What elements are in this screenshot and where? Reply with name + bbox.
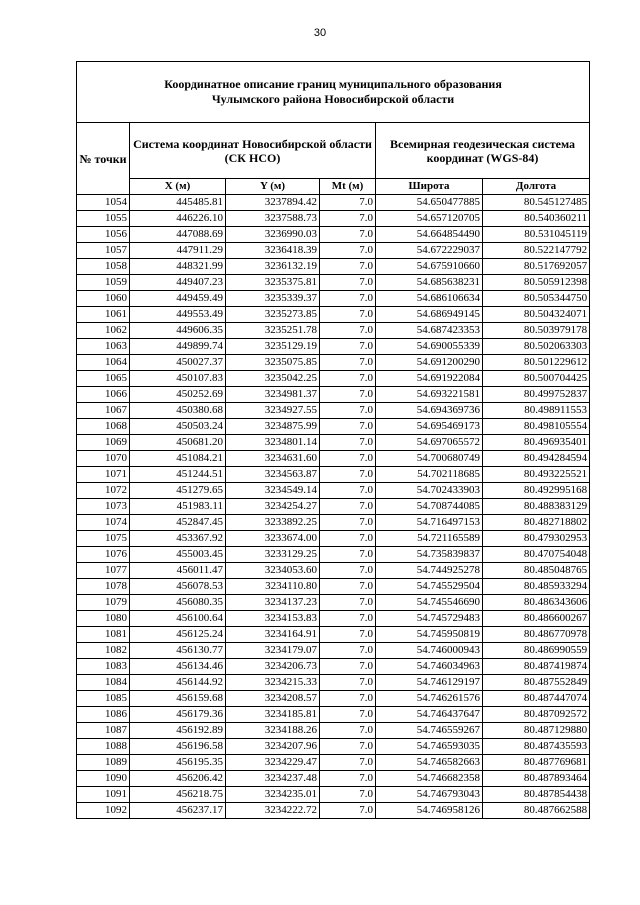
table-row xyxy=(77,691,590,707)
x-cell: 453367.92 xyxy=(130,531,226,547)
mt-cell: 7.0 xyxy=(320,707,376,723)
point-number-cell: 1091 xyxy=(77,787,130,803)
y-cell: 3234179.07 xyxy=(226,643,320,659)
mt-cell: 7.0 xyxy=(320,227,376,243)
longitude-cell: 80.540360211 xyxy=(483,211,590,227)
x-cell: 456237.17 xyxy=(130,803,226,819)
table-row xyxy=(77,435,590,451)
point-number-cell: 1061 xyxy=(77,307,130,323)
x-cell: 450107.83 xyxy=(130,371,226,387)
mt-cell: 7.0 xyxy=(320,243,376,259)
latitude-cell: 54.695469173 xyxy=(376,419,483,435)
point-number-cell: 1085 xyxy=(77,691,130,707)
latitude-cell: 54.745729483 xyxy=(376,611,483,627)
mt-cell: 7.0 xyxy=(320,627,376,643)
header-latitude: Широта xyxy=(376,179,483,195)
mt-cell: 7.0 xyxy=(320,419,376,435)
table-row xyxy=(77,403,590,419)
latitude-cell: 54.746958126 xyxy=(376,803,483,819)
mt-cell: 7.0 xyxy=(320,675,376,691)
latitude-cell: 54.657120705 xyxy=(376,211,483,227)
longitude-cell: 80.482718802 xyxy=(483,515,590,531)
x-cell: 456192.89 xyxy=(130,723,226,739)
mt-cell: 7.0 xyxy=(320,691,376,707)
latitude-cell: 54.746261576 xyxy=(376,691,483,707)
table-row xyxy=(77,195,590,211)
mt-cell: 7.0 xyxy=(320,483,376,499)
x-cell: 446226.10 xyxy=(130,211,226,227)
header-wgs-system: Всемирная геодезическая система координат (WGS-84) xyxy=(376,123,590,179)
x-cell: 455003.45 xyxy=(130,547,226,563)
latitude-cell: 54.700680749 xyxy=(376,451,483,467)
longitude-cell: 80.522147792 xyxy=(483,243,590,259)
latitude-cell: 54.691200290 xyxy=(376,355,483,371)
y-cell: 3234208.57 xyxy=(226,691,320,707)
y-cell: 3237588.73 xyxy=(226,211,320,227)
longitude-cell: 80.487552849 xyxy=(483,675,590,691)
longitude-cell: 80.517692057 xyxy=(483,259,590,275)
longitude-cell: 80.496935401 xyxy=(483,435,590,451)
x-cell: 456134.46 xyxy=(130,659,226,675)
table-row xyxy=(77,675,590,691)
x-cell: 451244.51 xyxy=(130,467,226,483)
longitude-cell: 80.486770978 xyxy=(483,627,590,643)
header-x: X (м) xyxy=(130,179,226,195)
latitude-cell: 54.746682358 xyxy=(376,771,483,787)
header-longitude: Долгота xyxy=(483,179,590,195)
table-row xyxy=(77,611,590,627)
mt-cell: 7.0 xyxy=(320,435,376,451)
y-cell: 3235075.85 xyxy=(226,355,320,371)
longitude-cell: 80.479302953 xyxy=(483,531,590,547)
y-cell: 3236990.03 xyxy=(226,227,320,243)
longitude-cell: 80.501229612 xyxy=(483,355,590,371)
y-cell: 3234549.14 xyxy=(226,483,320,499)
point-number-cell: 1076 xyxy=(77,547,130,563)
table-row xyxy=(77,339,590,355)
table-row xyxy=(77,227,590,243)
latitude-cell: 54.664854490 xyxy=(376,227,483,243)
longitude-cell: 80.487854438 xyxy=(483,787,590,803)
y-cell: 3234254.27 xyxy=(226,499,320,515)
longitude-cell: 80.505912398 xyxy=(483,275,590,291)
y-cell: 3234631.60 xyxy=(226,451,320,467)
longitude-cell: 80.502063303 xyxy=(483,339,590,355)
y-cell: 3234215.33 xyxy=(226,675,320,691)
y-cell: 3234207.96 xyxy=(226,739,320,755)
y-cell: 3234875.99 xyxy=(226,419,320,435)
y-cell: 3235129.19 xyxy=(226,339,320,355)
latitude-cell: 54.690055339 xyxy=(376,339,483,355)
mt-cell: 7.0 xyxy=(320,739,376,755)
table-row xyxy=(77,755,590,771)
latitude-cell: 54.745950819 xyxy=(376,627,483,643)
y-cell: 3234164.91 xyxy=(226,627,320,643)
longitude-cell: 80.486990559 xyxy=(483,643,590,659)
longitude-cell: 80.499752837 xyxy=(483,387,590,403)
point-number-cell: 1070 xyxy=(77,451,130,467)
mt-cell: 7.0 xyxy=(320,563,376,579)
latitude-cell: 54.693221581 xyxy=(376,387,483,403)
latitude-cell: 54.745529504 xyxy=(376,579,483,595)
mt-cell: 7.0 xyxy=(320,579,376,595)
point-number-cell: 1060 xyxy=(77,291,130,307)
point-number-cell: 1055 xyxy=(77,211,130,227)
y-cell: 3234222.72 xyxy=(226,803,320,819)
latitude-cell: 54.746437647 xyxy=(376,707,483,723)
point-number-cell: 1083 xyxy=(77,659,130,675)
table-row xyxy=(77,579,590,595)
point-number-cell: 1092 xyxy=(77,803,130,819)
point-number-cell: 1088 xyxy=(77,739,130,755)
longitude-cell: 80.487129880 xyxy=(483,723,590,739)
latitude-cell: 54.685638231 xyxy=(376,275,483,291)
latitude-cell: 54.746582663 xyxy=(376,755,483,771)
point-number-cell: 1063 xyxy=(77,339,130,355)
y-cell: 3234153.83 xyxy=(226,611,320,627)
x-cell: 450503.24 xyxy=(130,419,226,435)
longitude-cell: 80.487893464 xyxy=(483,771,590,787)
table-row xyxy=(77,291,590,307)
x-cell: 449407.23 xyxy=(130,275,226,291)
y-cell: 3234235.01 xyxy=(226,787,320,803)
table-row xyxy=(77,723,590,739)
x-cell: 451983.11 xyxy=(130,499,226,515)
longitude-cell: 80.504324071 xyxy=(483,307,590,323)
x-cell: 449606.35 xyxy=(130,323,226,339)
longitude-cell: 80.485048765 xyxy=(483,563,590,579)
latitude-cell: 54.697065572 xyxy=(376,435,483,451)
point-number-cell: 1066 xyxy=(77,387,130,403)
longitude-cell: 80.487419874 xyxy=(483,659,590,675)
longitude-cell: 80.500704425 xyxy=(483,371,590,387)
x-cell: 451279.65 xyxy=(130,483,226,499)
latitude-cell: 54.746559267 xyxy=(376,723,483,739)
longitude-cell: 80.487447074 xyxy=(483,691,590,707)
mt-cell: 7.0 xyxy=(320,803,376,819)
table-row xyxy=(77,387,590,403)
x-cell: 456130.77 xyxy=(130,643,226,659)
latitude-cell: 54.702118685 xyxy=(376,467,483,483)
table-row xyxy=(77,659,590,675)
mt-cell: 7.0 xyxy=(320,339,376,355)
latitude-cell: 54.708744085 xyxy=(376,499,483,515)
x-cell: 449459.49 xyxy=(130,291,226,307)
table-row xyxy=(77,355,590,371)
table-row xyxy=(77,531,590,547)
table-row xyxy=(77,467,590,483)
latitude-cell: 54.694369736 xyxy=(376,403,483,419)
mt-cell: 7.0 xyxy=(320,387,376,403)
mt-cell: 7.0 xyxy=(320,595,376,611)
point-number-cell: 1054 xyxy=(77,195,130,211)
latitude-cell: 54.702433903 xyxy=(376,483,483,499)
latitude-cell: 54.746593035 xyxy=(376,739,483,755)
longitude-cell: 80.493225521 xyxy=(483,467,590,483)
y-cell: 3233129.25 xyxy=(226,547,320,563)
y-cell: 3236132.19 xyxy=(226,259,320,275)
point-number-cell: 1084 xyxy=(77,675,130,691)
point-number-cell: 1078 xyxy=(77,579,130,595)
y-cell: 3233674.00 xyxy=(226,531,320,547)
point-number-cell: 1067 xyxy=(77,403,130,419)
y-cell: 3234229.47 xyxy=(226,755,320,771)
table-row xyxy=(77,307,590,323)
y-cell: 3234563.87 xyxy=(226,467,320,483)
latitude-cell: 54.721165589 xyxy=(376,531,483,547)
header-y: Y (м) xyxy=(226,179,320,195)
x-cell: 456159.68 xyxy=(130,691,226,707)
table-row xyxy=(77,275,590,291)
y-cell: 3235375.81 xyxy=(226,275,320,291)
table-row xyxy=(77,803,590,819)
x-cell: 452847.45 xyxy=(130,515,226,531)
point-number-cell: 1074 xyxy=(77,515,130,531)
mt-cell: 7.0 xyxy=(320,259,376,275)
table-row xyxy=(77,627,590,643)
mt-cell: 7.0 xyxy=(320,355,376,371)
y-cell: 3235273.85 xyxy=(226,307,320,323)
mt-cell: 7.0 xyxy=(320,659,376,675)
table-row xyxy=(77,547,590,563)
y-cell: 3233892.25 xyxy=(226,515,320,531)
mt-cell: 7.0 xyxy=(320,371,376,387)
table-row xyxy=(77,499,590,515)
point-number-cell: 1056 xyxy=(77,227,130,243)
y-cell: 3234185.81 xyxy=(226,707,320,723)
y-cell: 3234137.23 xyxy=(226,595,320,611)
y-cell: 3234237.48 xyxy=(226,771,320,787)
mt-cell: 7.0 xyxy=(320,611,376,627)
longitude-cell: 80.486343606 xyxy=(483,595,590,611)
mt-cell: 7.0 xyxy=(320,755,376,771)
y-cell: 3234206.73 xyxy=(226,659,320,675)
y-cell: 3234053.60 xyxy=(226,563,320,579)
longitude-cell: 80.487769681 xyxy=(483,755,590,771)
point-number-cell: 1082 xyxy=(77,643,130,659)
longitude-cell: 80.498105554 xyxy=(483,419,590,435)
point-number-cell: 1064 xyxy=(77,355,130,371)
x-cell: 450027.37 xyxy=(130,355,226,371)
latitude-cell: 54.687423353 xyxy=(376,323,483,339)
x-cell: 450252.69 xyxy=(130,387,226,403)
x-cell: 456144.92 xyxy=(130,675,226,691)
y-cell: 3234110.80 xyxy=(226,579,320,595)
mt-cell: 7.0 xyxy=(320,467,376,483)
point-number-cell: 1079 xyxy=(77,595,130,611)
x-cell: 456179.36 xyxy=(130,707,226,723)
mt-cell: 7.0 xyxy=(320,195,376,211)
point-number-cell: 1062 xyxy=(77,323,130,339)
longitude-cell: 80.494284594 xyxy=(483,451,590,467)
longitude-cell: 80.545127485 xyxy=(483,195,590,211)
latitude-cell: 54.675910660 xyxy=(376,259,483,275)
latitude-cell: 54.691922084 xyxy=(376,371,483,387)
page-number: 30 xyxy=(313,27,327,39)
latitude-cell: 54.735839837 xyxy=(376,547,483,563)
mt-cell: 7.0 xyxy=(320,499,376,515)
y-cell: 3234188.26 xyxy=(226,723,320,739)
y-cell: 3234927.55 xyxy=(226,403,320,419)
point-number-cell: 1089 xyxy=(77,755,130,771)
table-row xyxy=(77,739,590,755)
mt-cell: 7.0 xyxy=(320,723,376,739)
latitude-cell: 54.746793043 xyxy=(376,787,483,803)
point-number-cell: 1059 xyxy=(77,275,130,291)
mt-cell: 7.0 xyxy=(320,515,376,531)
x-cell: 456080.35 xyxy=(130,595,226,611)
table-row xyxy=(77,371,590,387)
table-row xyxy=(77,483,590,499)
table-row xyxy=(77,323,590,339)
point-number-cell: 1077 xyxy=(77,563,130,579)
table-row xyxy=(77,259,590,275)
longitude-cell: 80.470754048 xyxy=(483,547,590,563)
longitude-cell: 80.485933294 xyxy=(483,579,590,595)
x-cell: 456218.75 xyxy=(130,787,226,803)
latitude-cell: 54.744925278 xyxy=(376,563,483,579)
mt-cell: 7.0 xyxy=(320,323,376,339)
point-number-cell: 1068 xyxy=(77,419,130,435)
mt-cell: 7.0 xyxy=(320,403,376,419)
x-cell: 456206.42 xyxy=(130,771,226,787)
latitude-cell: 54.745546690 xyxy=(376,595,483,611)
x-cell: 449899.74 xyxy=(130,339,226,355)
longitude-cell: 80.498911553 xyxy=(483,403,590,419)
table-row xyxy=(77,707,590,723)
longitude-cell: 80.487662588 xyxy=(483,803,590,819)
table-row xyxy=(77,787,590,803)
latitude-cell: 54.746034963 xyxy=(376,659,483,675)
longitude-cell: 80.486600267 xyxy=(483,611,590,627)
title-line-2: Чулымского района Новосибирской области xyxy=(211,92,455,106)
mt-cell: 7.0 xyxy=(320,211,376,227)
mt-cell: 7.0 xyxy=(320,275,376,291)
y-cell: 3234981.37 xyxy=(226,387,320,403)
x-cell: 450681.20 xyxy=(130,435,226,451)
point-number-cell: 1075 xyxy=(77,531,130,547)
x-cell: 447911.29 xyxy=(130,243,226,259)
point-number-cell: 1058 xyxy=(77,259,130,275)
mt-cell: 7.0 xyxy=(320,451,376,467)
latitude-cell: 54.716497153 xyxy=(376,515,483,531)
header-nso-system: Система координат Новосибирской области (СК НСО) xyxy=(130,123,376,179)
mt-cell: 7.0 xyxy=(320,771,376,787)
point-number-cell: 1087 xyxy=(77,723,130,739)
table-row xyxy=(77,643,590,659)
x-cell: 448321.99 xyxy=(130,259,226,275)
table-row xyxy=(77,595,590,611)
point-number-cell: 1072 xyxy=(77,483,130,499)
x-cell: 456125.24 xyxy=(130,627,226,643)
y-cell: 3236418.39 xyxy=(226,243,320,259)
title-line-1: Координатное описание границ муниципального образования xyxy=(164,77,502,91)
x-cell: 450380.68 xyxy=(130,403,226,419)
x-cell: 456100.64 xyxy=(130,611,226,627)
point-number-cell: 1069 xyxy=(77,435,130,451)
point-number-cell: 1073 xyxy=(77,499,130,515)
latitude-cell: 54.686949145 xyxy=(376,307,483,323)
longitude-cell: 80.492995168 xyxy=(483,483,590,499)
y-cell: 3235042.25 xyxy=(226,371,320,387)
x-cell: 456195.35 xyxy=(130,755,226,771)
x-cell: 456196.58 xyxy=(130,739,226,755)
latitude-cell: 54.686106634 xyxy=(376,291,483,307)
latitude-cell: 54.746129197 xyxy=(376,675,483,691)
mt-cell: 7.0 xyxy=(320,643,376,659)
x-cell: 451084.21 xyxy=(130,451,226,467)
point-number-cell: 1071 xyxy=(77,467,130,483)
x-cell: 447088.69 xyxy=(130,227,226,243)
longitude-cell: 80.488383129 xyxy=(483,499,590,515)
latitude-cell: 54.672229037 xyxy=(376,243,483,259)
mt-cell: 7.0 xyxy=(320,787,376,803)
table-row xyxy=(77,515,590,531)
latitude-cell: 54.746000943 xyxy=(376,643,483,659)
mt-cell: 7.0 xyxy=(320,291,376,307)
longitude-cell: 80.505344750 xyxy=(483,291,590,307)
x-cell: 456078.53 xyxy=(130,579,226,595)
point-number-cell: 1090 xyxy=(77,771,130,787)
y-cell: 3234801.14 xyxy=(226,435,320,451)
y-cell: 3235339.37 xyxy=(226,291,320,307)
mt-cell: 7.0 xyxy=(320,531,376,547)
point-number-cell: 1081 xyxy=(77,627,130,643)
longitude-cell: 80.503979178 xyxy=(483,323,590,339)
point-number-cell: 1080 xyxy=(77,611,130,627)
table-row xyxy=(77,419,590,435)
longitude-cell: 80.487092572 xyxy=(483,707,590,723)
table-body xyxy=(77,195,590,819)
point-number-cell: 1065 xyxy=(77,371,130,387)
x-cell: 449553.49 xyxy=(130,307,226,323)
table-row xyxy=(77,211,590,227)
header-point-number: № точки xyxy=(77,123,130,195)
latitude-cell: 54.650477885 xyxy=(376,195,483,211)
y-cell: 3235251.78 xyxy=(226,323,320,339)
y-cell: 3237894.42 xyxy=(226,195,320,211)
table-title xyxy=(77,62,590,123)
mt-cell: 7.0 xyxy=(320,547,376,563)
longitude-cell: 80.487435593 xyxy=(483,739,590,755)
table-row xyxy=(77,243,590,259)
longitude-cell: 80.531045119 xyxy=(483,227,590,243)
point-number-cell: 1086 xyxy=(77,707,130,723)
table-row xyxy=(77,451,590,467)
table-row xyxy=(77,563,590,579)
table-row xyxy=(77,771,590,787)
mt-cell: 7.0 xyxy=(320,307,376,323)
x-cell: 456011.47 xyxy=(130,563,226,579)
header-mt: Mt (м) xyxy=(320,179,376,195)
coordinates-table xyxy=(76,61,590,819)
x-cell: 445485.81 xyxy=(130,195,226,211)
point-number-cell: 1057 xyxy=(77,243,130,259)
